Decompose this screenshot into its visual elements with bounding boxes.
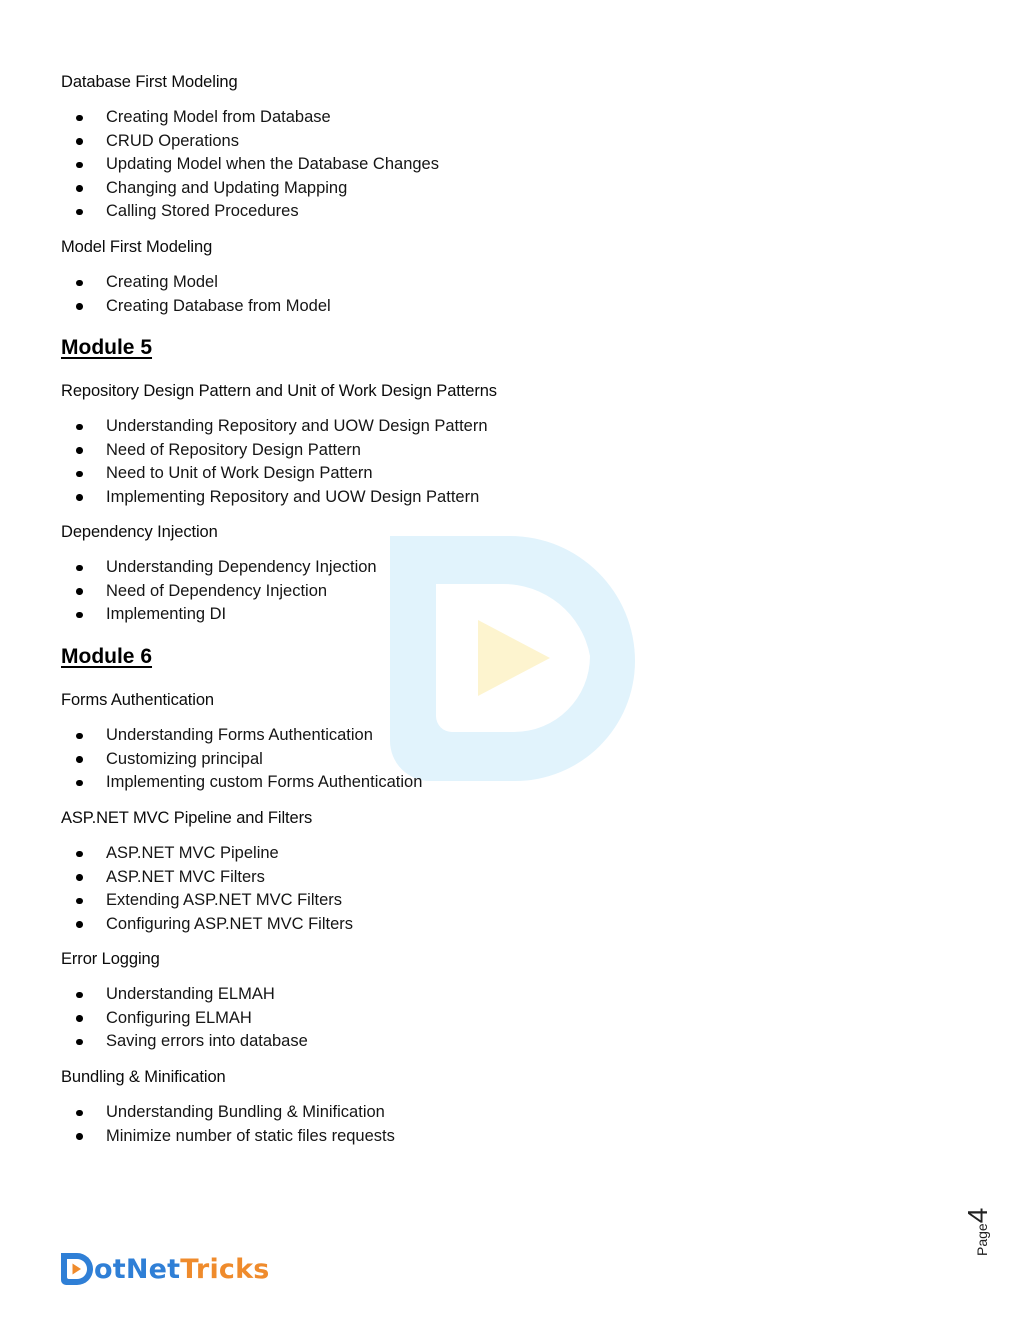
list-item — [76, 486, 488, 510]
page-label: Page — [974, 1223, 990, 1256]
list-item — [76, 295, 331, 319]
list-item — [76, 580, 377, 604]
list-item-text: Creating Database from Model — [106, 296, 331, 315]
list-item — [76, 724, 422, 748]
page-number — [964, 1200, 1004, 1260]
bullet-icon — [76, 185, 83, 192]
list-item-text: Understanding Dependency Injection — [106, 558, 377, 576]
list-item — [76, 983, 308, 1007]
bullet-icon — [76, 588, 83, 595]
list-item — [76, 1030, 308, 1054]
bullet-icon — [76, 115, 83, 122]
list-item — [76, 200, 439, 224]
list-item — [76, 462, 488, 486]
list-item-text: Need of Repository Design Pattern — [106, 440, 361, 459]
bullet-icon — [76, 1110, 83, 1117]
list-item-text: Implementing Repository and UOW Design Pattern — [106, 487, 480, 506]
list-item-text: Implementing custom Forms Authentication — [106, 773, 423, 791]
page-num: 4 — [962, 1207, 993, 1224]
list-forms-authentication — [76, 724, 422, 795]
list-item-text: Need of Dependency Injection — [106, 581, 328, 600]
list-db-first — [76, 106, 439, 224]
bullet-icon — [76, 1133, 83, 1140]
list-item — [76, 415, 488, 439]
list-dependency-injection — [76, 556, 377, 627]
list-item — [76, 1101, 395, 1125]
bullet-icon — [76, 992, 83, 999]
bullet-icon — [76, 921, 83, 928]
bullet-icon — [76, 280, 83, 287]
list-item-text: Configuring ASP.NET MVC Filters — [106, 914, 353, 933]
section-title-error-logging: Error Logging — [61, 950, 160, 968]
list-item — [76, 556, 377, 580]
dotnettricks-logo — [61, 1251, 270, 1287]
section-title-pipeline-filters: ASP.NET MVC Pipeline and Filters — [61, 809, 313, 827]
logo-text-part2: Tricks — [180, 1253, 270, 1285]
dotnettricks-logo-icon — [61, 1253, 93, 1285]
bullet-icon — [76, 1039, 83, 1046]
section-title-dependency-injection: Dependency Injection — [61, 523, 218, 541]
list-item-text: Changing and Updating Mapping — [106, 178, 348, 197]
bullet-icon — [76, 162, 83, 169]
list-item-text: Understanding ELMAH — [106, 985, 275, 1003]
bullet-icon — [76, 756, 83, 763]
list-item-text: Saving errors into database — [106, 1032, 308, 1050]
watermark-logo-icon — [390, 536, 635, 781]
list-item — [76, 106, 439, 130]
list-item-text: ASP.NET MVC Pipeline — [106, 844, 279, 862]
module-5-title: Module 5 — [61, 336, 153, 359]
list-item — [76, 177, 439, 201]
list-model-first — [76, 271, 331, 318]
list-item — [76, 1125, 395, 1149]
list-repository — [76, 415, 488, 509]
bullet-icon — [76, 565, 83, 572]
page-number-rotated — [964, 1208, 992, 1256]
list-item-text: Understanding Bundling & Minification — [106, 1103, 385, 1121]
section-title-model-first: Model First Modeling — [61, 238, 213, 256]
list-item-text: Understanding Repository and UOW Design Pattern — [106, 417, 488, 435]
bullet-icon — [76, 303, 83, 310]
list-item — [76, 603, 377, 627]
list-item-text: Calling Stored Procedures — [106, 202, 299, 220]
list-item-text: Updating Model when the Database Changes — [106, 155, 439, 173]
bullet-icon — [76, 733, 83, 740]
bullet-icon — [76, 447, 83, 454]
list-item-text: Creating Model from Database — [106, 108, 331, 126]
list-bundling — [76, 1101, 395, 1148]
list-item-text: ASP.NET MVC Filters — [106, 867, 265, 886]
list-item — [76, 842, 353, 866]
list-item — [76, 866, 353, 890]
list-item — [76, 153, 439, 177]
list-error-logging — [76, 983, 308, 1054]
list-item-text: Extending ASP.NET MVC Filters — [106, 891, 342, 909]
list-item-text: Implementing DI — [106, 605, 227, 623]
list-item — [76, 748, 422, 772]
bullet-icon — [76, 1015, 83, 1022]
logo-text — [94, 1254, 270, 1285]
section-title-forms-authentication: Forms Authentication — [61, 691, 214, 709]
list-item-text: Understanding Forms Authentication — [106, 726, 373, 744]
list-item — [76, 130, 439, 154]
list-item-text: Customizing principal — [106, 749, 263, 768]
list-pipeline-filters — [76, 842, 353, 936]
section-title-db-first: Database First Modeling — [61, 73, 238, 91]
bullet-icon — [76, 874, 83, 881]
list-item-text: Need to Unit of Work Design Pattern — [106, 464, 373, 482]
section-title-bundling: Bundling & Minification — [61, 1068, 226, 1086]
bullet-icon — [76, 209, 83, 216]
logo-text-part1: otNet — [94, 1253, 181, 1285]
bullet-icon — [76, 424, 83, 431]
module-6-title: Module 6 — [61, 645, 153, 668]
list-item — [76, 913, 353, 937]
bullet-icon — [76, 898, 83, 905]
bullet-icon — [76, 471, 83, 478]
list-item-text: Creating Model — [106, 273, 218, 291]
bullet-icon — [76, 494, 83, 501]
bullet-icon — [76, 780, 83, 787]
bullet-icon — [76, 851, 83, 858]
list-item — [76, 271, 331, 295]
list-item-text: Configuring ELMAH — [106, 1008, 252, 1027]
bullet-icon — [76, 612, 83, 619]
list-item — [76, 1007, 308, 1031]
list-item — [76, 889, 353, 913]
section-title-repository: Repository Design Pattern and Unit of Work Design Patterns — [61, 382, 497, 400]
list-item — [76, 771, 422, 795]
list-item-text: Minimize number of static files requests — [106, 1126, 395, 1145]
bullet-icon — [76, 138, 83, 145]
list-item-text: CRUD Operations — [106, 131, 239, 150]
list-item — [76, 439, 488, 463]
